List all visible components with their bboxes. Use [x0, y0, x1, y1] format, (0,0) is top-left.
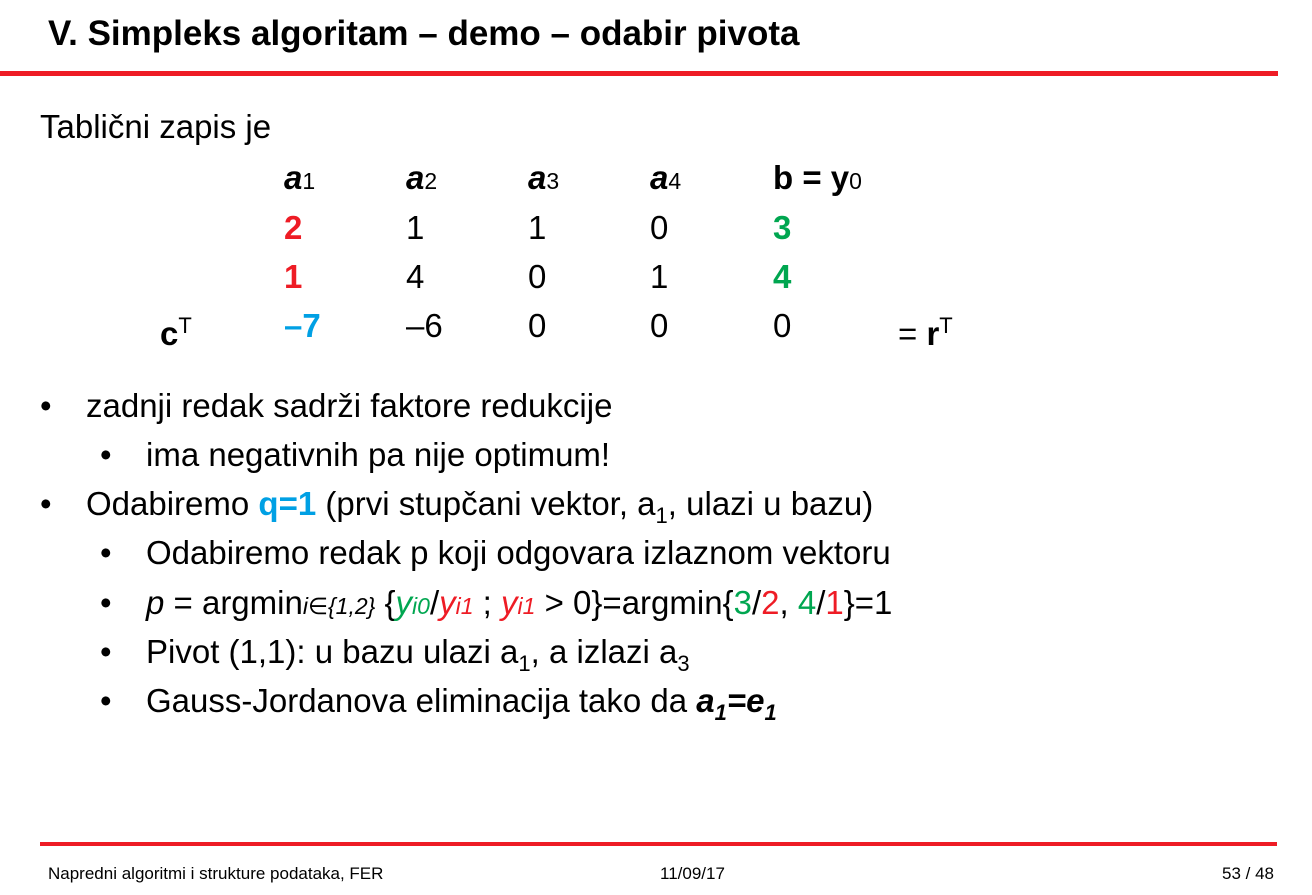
cost-c3: 0: [528, 307, 547, 344]
bullet-glyph: •: [100, 633, 112, 670]
footer-divider: [40, 842, 1277, 846]
slide-title: V. Simpleks algoritam – demo – odabir pivota: [48, 14, 800, 53]
cell-r1-c1: 2: [284, 209, 303, 246]
bullet-glyph: •: [100, 682, 112, 719]
header-b: b = y0: [773, 159, 862, 196]
header-a4: a4: [650, 159, 682, 196]
bullet-glyph: •: [100, 584, 112, 621]
intro-text: Tablični zapis je: [40, 108, 272, 145]
cost-c2: –6: [406, 307, 443, 344]
footer-date: 11/09/17: [660, 864, 725, 883]
cell-r1-b: 3: [773, 209, 792, 246]
bullet-glyph: •: [40, 485, 52, 522]
bullet-glyph: •: [100, 534, 112, 571]
footer-course: Napredni algoritmi i strukture podataka, FER: [48, 864, 384, 883]
cell-r1-c4: 0: [650, 209, 669, 246]
cell-r2-c2: 4: [406, 258, 425, 295]
reduced-cost-label: = $r^T$: [898, 313, 953, 352]
cell-r1-c3: 1: [528, 209, 547, 246]
cell-r2-b: 4: [773, 258, 792, 295]
cell-r1-c2: 1: [406, 209, 425, 246]
cost-c4: 0: [650, 307, 669, 344]
footer-page-number: 53 / 48: [1222, 864, 1274, 883]
title-divider: [0, 71, 1278, 76]
header-a3: a3: [528, 159, 560, 196]
header-a2: a2: [406, 159, 438, 196]
bullet-glyph: •: [40, 387, 52, 424]
header-a1: a1: [284, 159, 316, 196]
bullet-glyph: •: [100, 436, 112, 473]
cell-r2-c3: 0: [528, 258, 547, 295]
cost-b: 0: [773, 307, 792, 344]
cost-c1: –7: [284, 307, 321, 344]
cell-r2-c1: 1: [284, 258, 303, 295]
cell-r2-c4: 1: [650, 258, 669, 295]
cost-label: $c^T$: [160, 313, 192, 352]
